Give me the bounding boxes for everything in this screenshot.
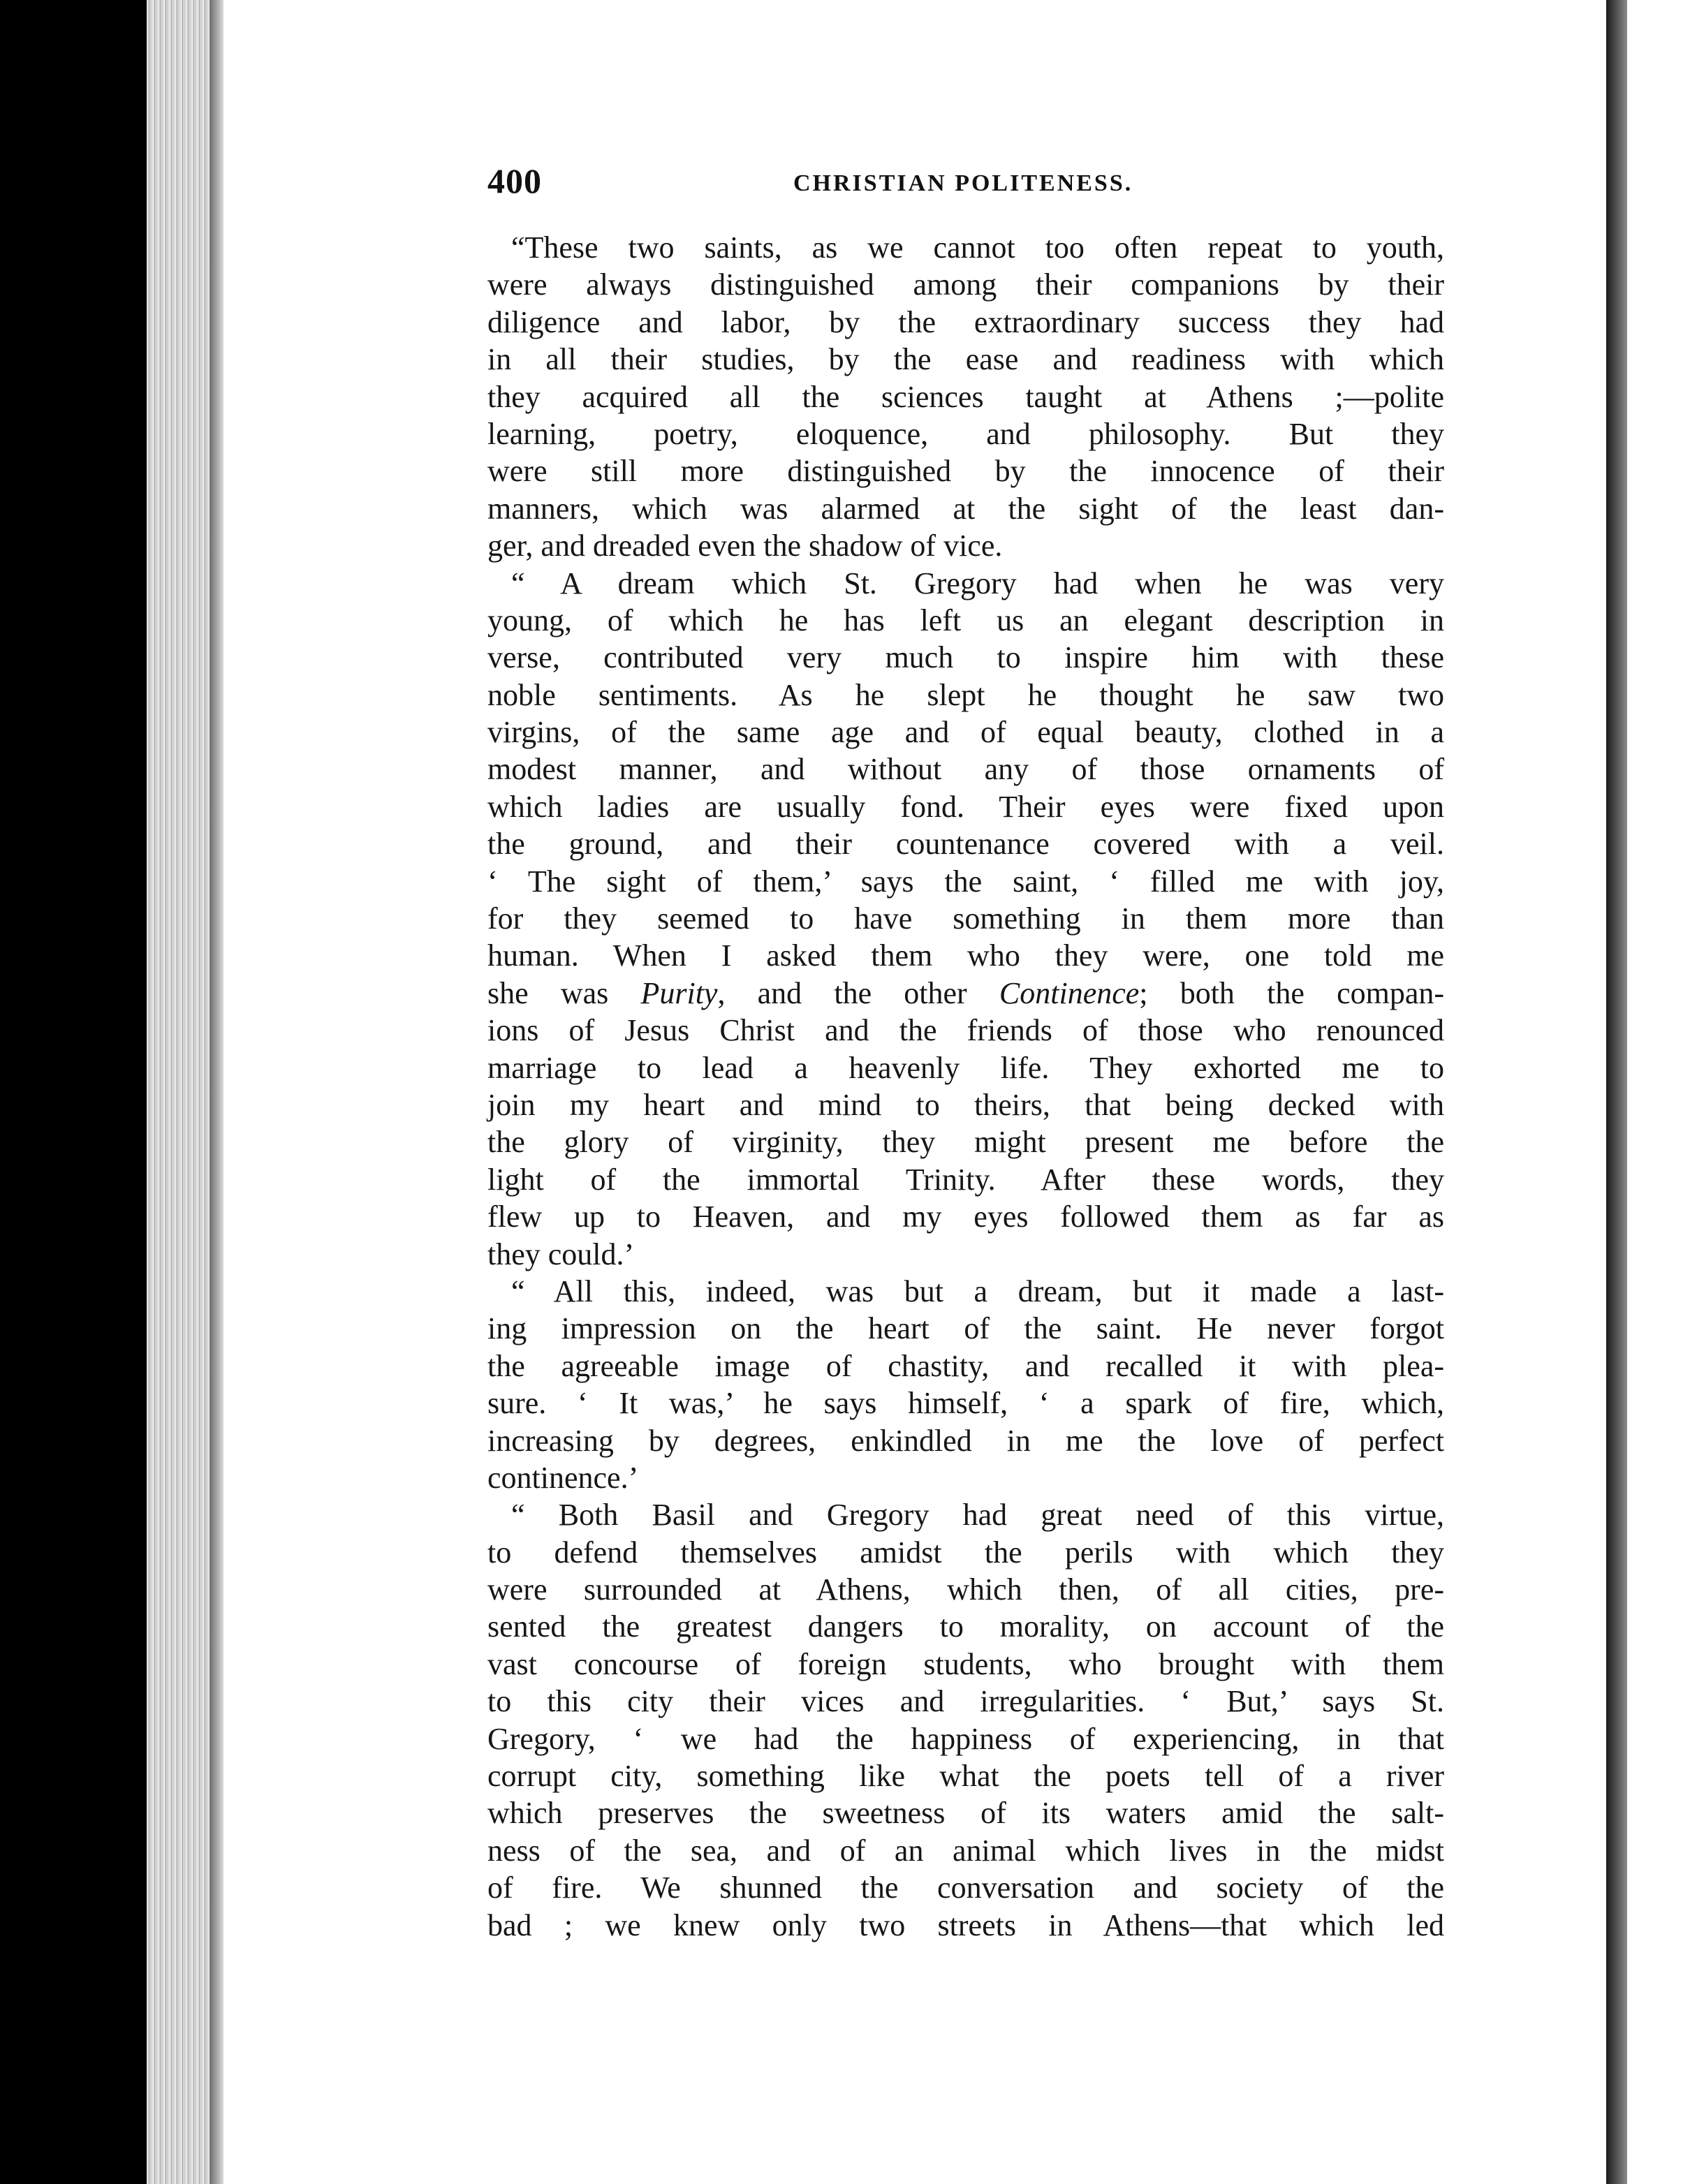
text-line: were still more distinguished by the innocence of their [487, 454, 1444, 489]
text-line: were always distinguished among their companions by their [487, 267, 1444, 302]
facing-page-shadow [1606, 0, 1627, 2184]
text-line: virgins, of the same age and of equal beauty, clothed in a [487, 715, 1444, 750]
text-line: bad ; we knew only two streets in Athens—that which led [487, 1908, 1444, 1942]
text-line: manners, which was alarmed at the sight of the least dan- [487, 491, 1444, 526]
text-line: the ground, and their countenance covered with a veil. [487, 827, 1444, 862]
text-line: they could.’ [487, 1237, 635, 1271]
text-line: noble sentiments. As he slept he thought he saw two [487, 677, 1444, 712]
text-line: “These two saints, as we cannot too often repeat to youth, [511, 230, 1444, 265]
italic-term: Continence [999, 975, 1140, 1010]
text-line: she was Purity, and the other Continence; both the compan- [487, 975, 1444, 1010]
facing-page-edge [1627, 0, 1690, 2184]
text-line: human. When I asked them who they were, one told me [487, 938, 1444, 973]
text-line: ‘ The sight of them,’ says the saint, ‘ filled me with joy, [487, 864, 1444, 899]
text-line: vast concourse of foreign students, who brought with them [487, 1646, 1444, 1681]
text-line: increasing by degrees, enkindled in me the love of perfect [487, 1423, 1444, 1458]
text-line: Gregory, ‘ we had the happiness of experiencing, in that [487, 1721, 1444, 1756]
text-line: “ All this, indeed, was but a dream, but it made a last- [511, 1274, 1444, 1308]
text-line: young, of which he has left us an elegant description in [487, 603, 1444, 637]
running-head [487, 161, 1444, 209]
text-line: verse, contributed very much to inspire him with these [487, 640, 1444, 675]
text-line: diligence and labor, by the extraordinary success they had [487, 304, 1444, 339]
text-line: light of the immortal Trinity. After these words, they [487, 1162, 1444, 1197]
text-line: corrupt city, something like what the poets tell of a river [487, 1759, 1444, 1794]
text-line: which preserves the sweetness of its waters amid the salt- [487, 1796, 1444, 1831]
text-line: of fire. We shunned the conversation and society of the [487, 1871, 1444, 1905]
text-line: which ladies are usually fond. Their eyes were fixed upon [487, 789, 1444, 824]
text-line: in all their studies, by the ease and readiness with which [487, 342, 1444, 377]
text-line: modest manner, and without any of those ornaments of [487, 752, 1444, 787]
page-edge-shadow [210, 0, 223, 2184]
text-line: continence.’ [487, 1460, 639, 1495]
text-line: “ A dream which St. Gregory had when he was very [511, 566, 1444, 600]
italic-term: Purity [640, 975, 718, 1010]
body-text [487, 229, 1444, 1944]
text-line: join my heart and mind to theirs, that being decked with [487, 1087, 1444, 1122]
text-line: the agreeable image of chastity, and recalled it with plea- [487, 1348, 1444, 1383]
text-line: sure. ‘ It was,’ he says himself, ‘ a spark of fire, which, [487, 1386, 1444, 1421]
text-line: sented the greatest dangers to morality, on account of the [487, 1609, 1444, 1644]
running-title: CHRISTIAN POLITENESS. [793, 170, 1133, 196]
text-line: flew up to Heaven, and my eyes followed them as far as [487, 1200, 1444, 1234]
text-line: ions of Jesus Christ and the friends of those who renounced [487, 1013, 1444, 1048]
text-line: for they seemed to have something in them more than [487, 901, 1444, 936]
text-line: they acquired all the sciences taught at Athens ;—polite [487, 379, 1444, 414]
text-line: marriage to lead a heavenly life. They exhorted me to [487, 1050, 1444, 1085]
text-line: to this city their vices and irregularities. ‘ But,’ says St. [487, 1684, 1444, 1719]
text-line: to defend themselves amidst the perils with which they [487, 1535, 1444, 1570]
text-line: learning, poetry, eloquence, and philosophy. But they [487, 416, 1444, 451]
text-line: ger, and dreaded even the shadow of vice. [487, 529, 1003, 563]
text-line: “ Both Basil and Gregory had great need of this virtue, [511, 1498, 1444, 1533]
page-number: 400 [487, 161, 542, 200]
text-line: were surrounded at Athens, which then, of all cities, pre- [487, 1572, 1444, 1607]
text-line: ness of the sea, and of an animal which lives in the midst [487, 1833, 1444, 1868]
text-line: the glory of virginity, they might present me before the [487, 1125, 1444, 1160]
text-line: ing impression on the heart of the saint. He never forgot [487, 1311, 1444, 1346]
scan-border-left [0, 0, 147, 2184]
